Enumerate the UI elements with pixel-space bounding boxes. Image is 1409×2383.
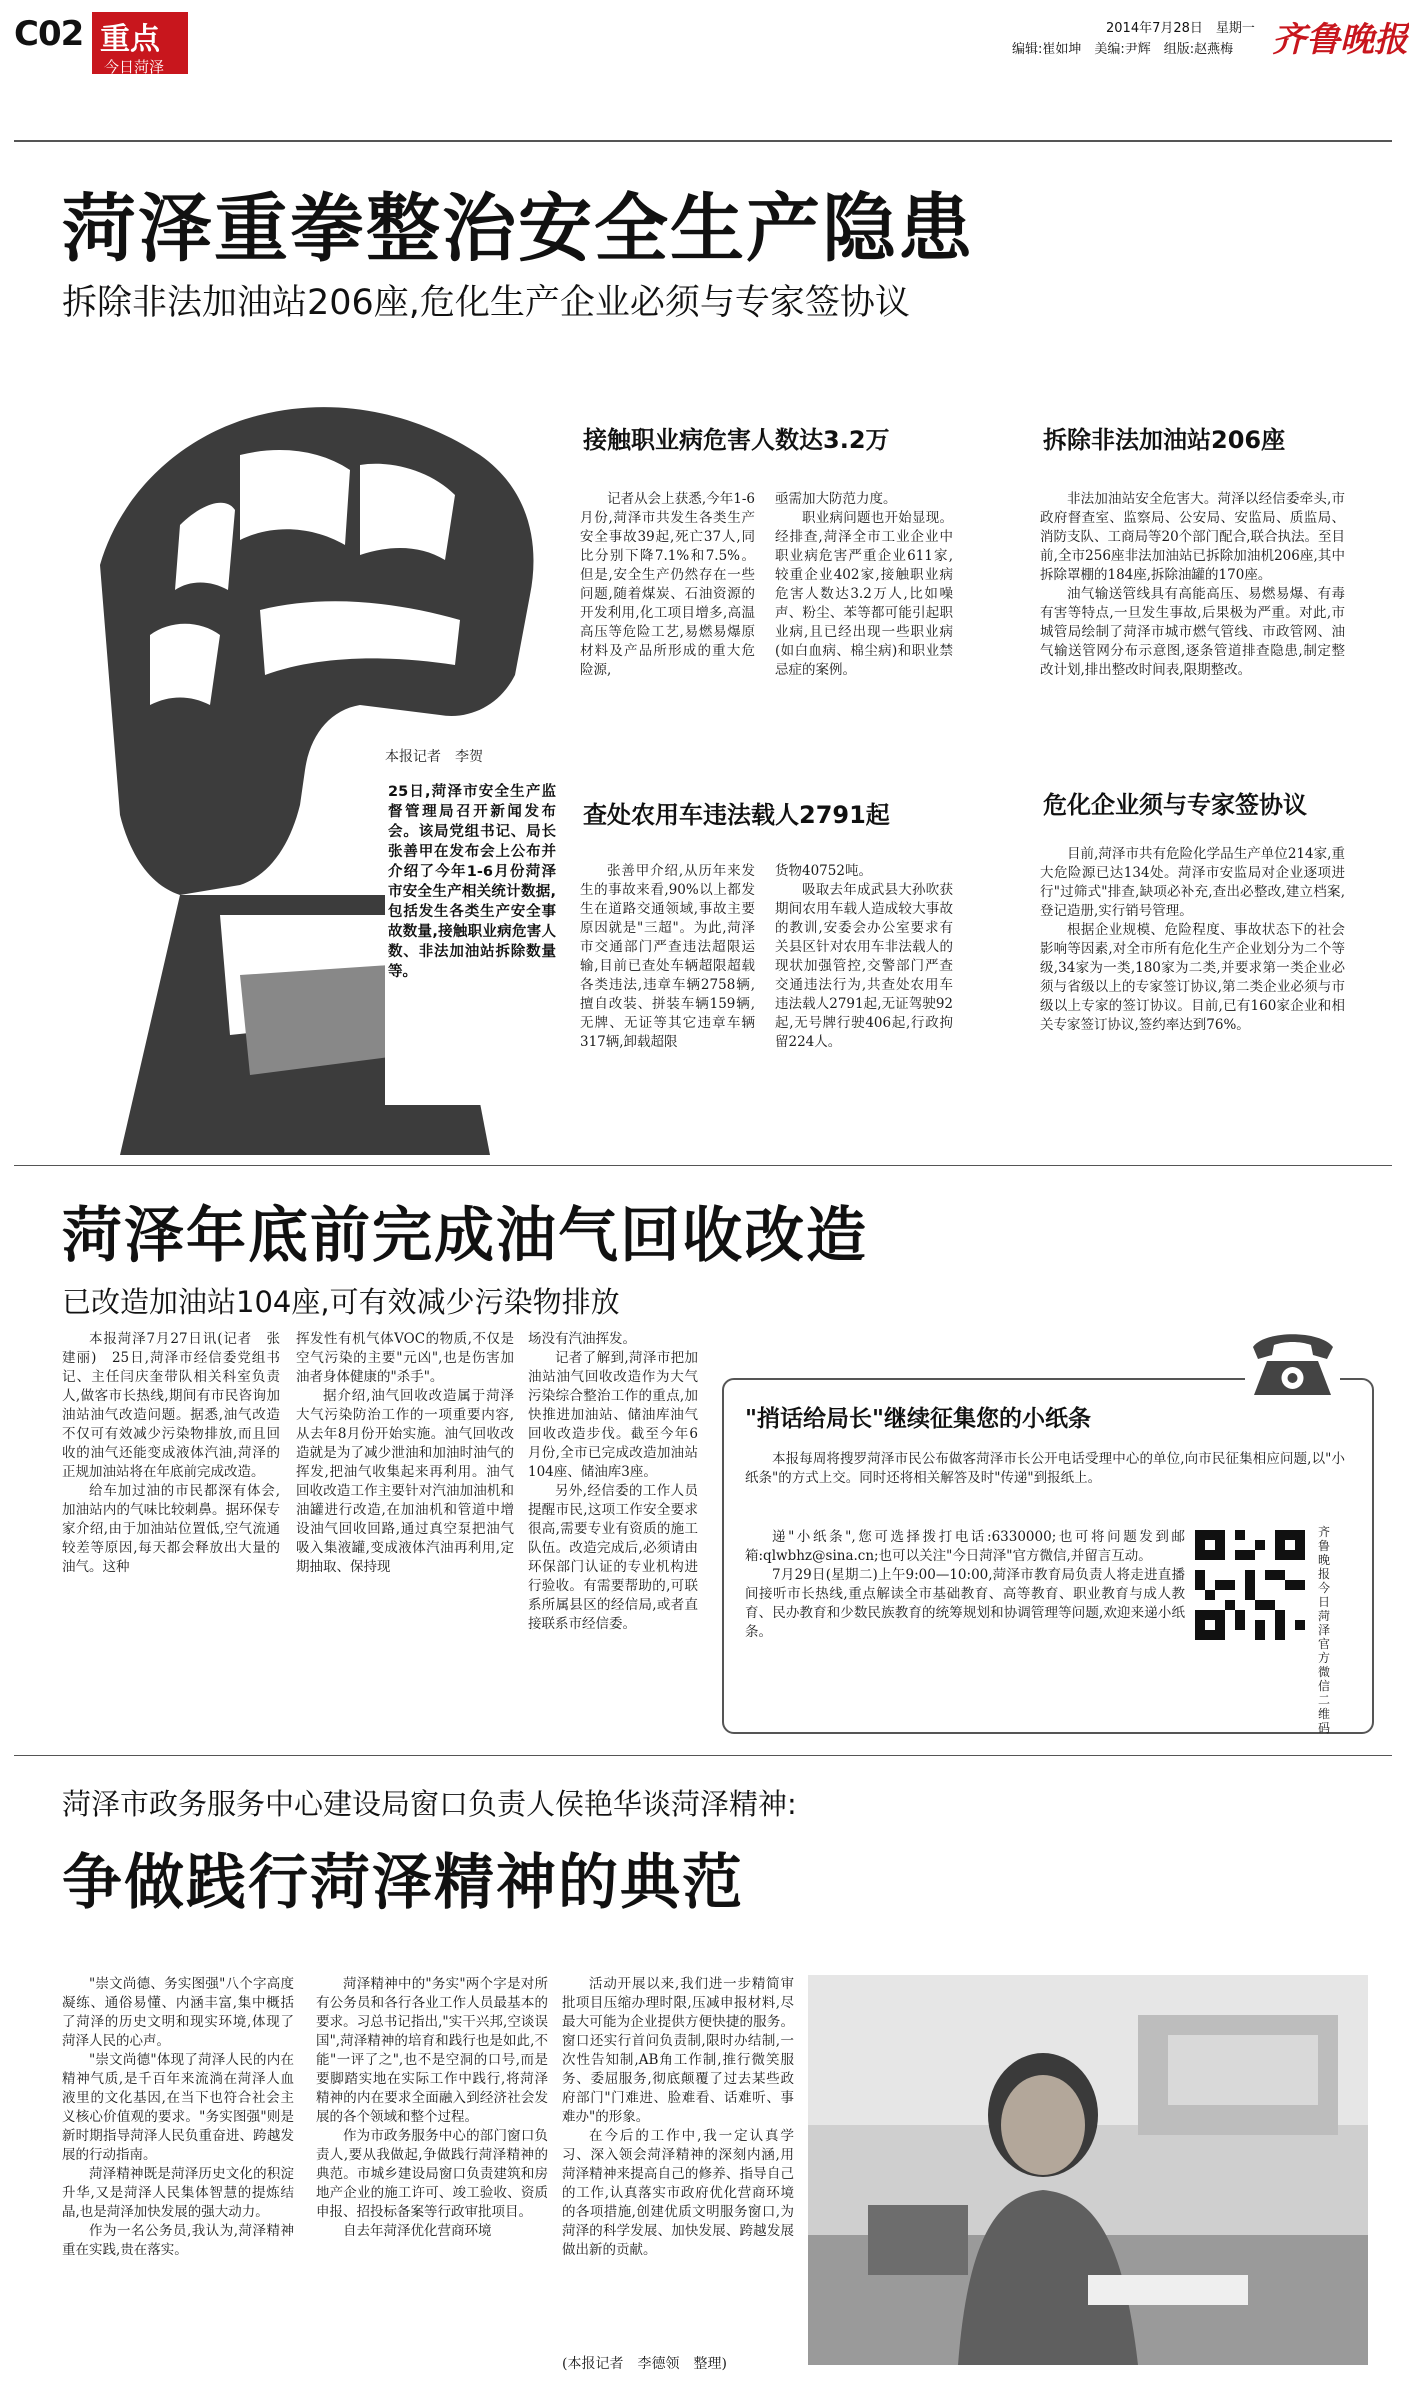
qr-code bbox=[1195, 1530, 1305, 1640]
story3-paragraph: 作为市政务服务中心的部门窗口负责人,要从我做起,争做践行菏泽精神的典范。市城乡建设局窗口负责建筑和房地产企业的施工许可、竣工验收、资质申报、招投标备案等行政审批项目。 bbox=[316, 2128, 548, 2220]
story3-paragraph: 菏泽精神既是菏泽历史文化的积淀升华,又是菏泽人民集体智慧的提炼结晶,也是菏泽加快发展的强大动力。 bbox=[62, 2166, 294, 2220]
header-rule bbox=[14, 140, 1392, 142]
story1-byline: 本报记者 李贺 bbox=[385, 749, 483, 765]
story3-paragraph: 在今后的工作中,我一定认真学习、深入领会菏泽精神的深刻内涵,用菏泽精神来提高自己的修养、指导自己的工作,认真落实市政府优化营商环境的各项措施,创建优质文明服务窗口,为菏泽的科学发展、加快发展、跨越发展做出新的贡献。 bbox=[562, 2128, 794, 2258]
subsection-title: 今日菏泽 bbox=[104, 58, 165, 76]
story1-subheadline: 拆除非法加油站206座,危化生产企业必须与专家签协议 bbox=[62, 283, 910, 323]
sec1-col1: 记者从会上获悉,今年1-6月份,菏泽市共发生各类生产安全事故39起,死亡37人,同比分别下降7.1%和7.5%。但是,安全生产仍然存在一些问题,随着煤炭、石油资源的开发利用,化工项目增多,高温高压等危险工艺,易燃易爆原材料及产品所形成的重大危险源, bbox=[580, 491, 755, 678]
story3-paragraph: 作为一名公务员,我认为,菏泽精神重在实践,贵在落实。 bbox=[62, 2223, 294, 2258]
story3-col2 bbox=[316, 1975, 548, 2241]
qr-caption: 齐鲁晚报今日菏泽官方微信二维码 bbox=[1318, 1525, 1331, 1735]
story1-lead: 25日,菏泽市安全生产监督管理局召开新闻发布会。该局党组书记、局长张善甲在发布会上公布并介绍了今年1-6月份菏泽市安全生产相关统计数据,包括发生各类生产安全事故数量,接触职业病危害人数、非法加油站拆除数量等。 bbox=[388, 784, 556, 980]
sec2-title: 拆除非法加油站206座 bbox=[1043, 426, 1286, 454]
story2-col3: 场没有汽油挥发。 记者了解到,菏泽市把加油站油气回收改造作为大气污染综合整治工作的重点,加快推进加油站、储油库油气回收改造步伐。截至今年6月份,全市已完成改造加油站104座、储油库3座。 另外,经信委的工作人员提醒市民,这项工作安全要求很高,需要专业有资质的施工队伍。改造完成后,必须请由环保部门认证的专业机构进行验收。有需要帮助的,可联系所属县区的经信局,或者直接联系市经信委。 bbox=[528, 1331, 698, 1632]
story2-subheadline: 已改造加油站104座,可有效减少污染物排放 bbox=[62, 1285, 620, 1319]
issue-date: 2014年7月28日 星期一 bbox=[1106, 21, 1255, 36]
sec3-col1: 张善甲介绍,从历年来发生的事故来看,90%以上都发生在道路交通领域,事故主要原因就是"三超"。为此,菏泽市交通部门严查违法超限运输,目前已查处车辆超限超载各类违法,违章车辆2758辆,擅自改装、拼装车辆159辆,无牌、无证等其它违章车辆317辆,卸载超限 bbox=[580, 863, 755, 1050]
story3-paragraph: "崇文尚德、务实图强"八个字高度凝练、通俗易懂、内涵丰富,集中概括了菏泽的历史文明和现实环境,体现了菏泽人民的心声。 bbox=[62, 1976, 294, 2049]
story3-paragraph: 活动开展以来,我们进一步精简审批项目压缩办理时限,压减申报材料,尽最大可能为企业提供方便快捷的服务。窗口还实行首问负责制,限时办结制,一次性告知制,AB角工作制,推行微笑服务、委屈服务,彻底颠覆了过去某些政府部门"门难进、脸难看、话难听、事难办"的形象。 bbox=[562, 1976, 794, 2125]
notice-body: 本报每周将搜罗菏泽市民公布做客菏泽市长公开电话受理中心的单位,向市民征集相应问题,以"小纸条"的方式上交。同时还将相关解答及时"传递"到报纸上。 bbox=[745, 1451, 1345, 1486]
sec2-body: 非法加油站安全危害大。菏泽以经信委牵头,市政府督查室、监察局、公安局、安监局、质监局、消防支队、工商局等20个部门配合,联合执法。至目前,全市256座非法加油站已拆除加油机206座,其中拆除罩棚的184座,拆除油罐的170座。 油气输送管线具有高能高压、易燃易爆、有毒有害等特点,一旦发生事故,后果极为严重。对此,市城管局绘制了菏泽市城市燃气管线、市政管网、油气输送管网分布示意图,逐条管道排查隐患,制定整改计划,排出整改时间表,限期整改。 bbox=[1040, 491, 1345, 678]
story3-byline: (本报记者 李德领 整理) bbox=[562, 2356, 727, 2372]
interview-photo bbox=[808, 1975, 1368, 2365]
story2-col2: 挥发性有机气体VOC的物质,不仅是空气污染的主要"元凶",也是伤害加油者身体健康的"杀手"。 据介绍,油气回收改造属于菏泽大气污染防治工作的一项重要内容,从去年8月份开始实施。油气回收改造就是为了减少泄油和加油时油气的挥发,把油气收集起来再利用。油气回收改造工作主要针对汽油加油机和油罐进行改造,在加油机和管道中增设油气回收回路,通过真空泵把油气吸入集液罐,变成液体汽油再利用,定期抽取、保持现 bbox=[296, 1331, 514, 1575]
story2-bottom-rule bbox=[14, 1755, 1392, 1756]
story3-paragraph: 菏泽精神中的"务实"两个字是对所有公务员和各行各业工作人员最基本的要求。习总书记指出,"实干兴邦,空谈误国",菏泽精神的培育和践行也是如此,不能"一评了之",也不是空洞的口号,而是要脚踏实地在实际工作中践行,将菏泽精神的内在要求全面融入到经济社会发展的各个领域和整个过程。 bbox=[316, 1976, 548, 2125]
story2-col1: 本报菏泽7月27日讯(记者 张建丽) 25日,菏泽市经信委党组书记、主任闫庆奎带队相关科室负责人,做客市长热线,期间有市民咨询加油站油气改造问题。据悉,油气改造不仅可有效减少污染物排放,而且回收的油气还能变成液体汽油,菏泽的正规加油站将在年底前完成改造。 给车加过油的市民都深有体会,加油站内的气味比较刺鼻。据环保专家介绍,由于加油站位置低,空气流通较差等原因,每天都会释放出大量的油气。这种 bbox=[62, 1331, 280, 1575]
story2-headline: 菏泽年底前完成油气回收改造 bbox=[62, 1201, 868, 1271]
story3-paragraph: "崇文尚德"体现了菏泽人民的内在精神气质,是千百年来流淌在菏泽人血液里的文化基因,在当下也符合社会主义核心价值观的要求。"务实图强"则是新时期指导菏泽人民负重奋进、跨越发展的行动指南。 bbox=[62, 2052, 294, 2163]
story3-paragraph: 自去年菏泽优化营商环境 bbox=[343, 2223, 492, 2239]
story3-col1 bbox=[62, 1975, 294, 2260]
story1-headline: 菏泽重拳整治安全生产隐患 bbox=[62, 186, 974, 272]
notice-title: "捎话给局长"继续征集您的小纸条 bbox=[745, 1406, 1091, 1432]
story1-bottom-rule bbox=[14, 1165, 1392, 1166]
sec4-body: 目前,菏泽市共有危险化学品生产单位214家,重大危险源已达134处。菏泽市安监局对企业逐项进行"过筛式"排查,缺项必补充,查出必整改,建立档案,登记造册,实行销号管理。 根据企业规模、危险程度、事故状态下的社会影响等因素,对全市所有危化生产企业划分为二个等级,34家为一类,180家为二类,并要求第一类企业必须与省级以上的专家签订协议,第二类企业必须与市级以上专家的签订协议。目前,已有160家企业和相关专家签订协议,签约率达到76%。 bbox=[1040, 846, 1345, 1033]
sec4-title: 危化企业须与专家签协议 bbox=[1043, 791, 1307, 819]
story3-kicker: 菏泽市政务服务中心建设局窗口负责人侯艳华谈菏泽精神: bbox=[62, 1787, 797, 1821]
story3-col3 bbox=[562, 1975, 794, 2260]
page-code: C02 bbox=[14, 14, 84, 54]
staff-credits: 编辑:崔如坤 美编:尹辉 组版:赵燕梅 bbox=[1012, 42, 1234, 57]
telephone-icon bbox=[1245, 1325, 1340, 1403]
section-title: 重点 bbox=[100, 22, 160, 57]
story3-headline: 争做践行菏泽精神的典范 bbox=[62, 1848, 744, 1918]
sec1-col2: 亟需加大防范力度。 职业病问题也开始显现。经排查,菏泽全市工业企业中职业病危害严重企业611家,较重企业402家,接触职业病危害人数达3.2万人,比如噪声、粉尘、苯等都可能引起职业病,且已经出现一些职业病(如白血病、棉尘病)和职业禁忌症的案例。 bbox=[775, 491, 953, 678]
sec3-col2: 货物40752吨。 吸取去年成武县大孙吹获期间农用车载人造成较大事故的教训,安委会办公室要求有关县区针对农用车非法载人的现状加强管控,交警部门严查交通违法行为,共查处农用车违法载人2791起,无证驾驶92起,无号牌行驶406起,行政拘留224人。 bbox=[775, 863, 953, 1050]
notice-body-2: 递"小纸条",您可选择拨打电话:6330000;也可将问题发到邮箱:qlwbhz@sina.cn;也可以关注"今日菏泽"官方微信,并留言互动。 7月29日(星期二)上午9:00—10:00,菏泽市教育局负责人将走进直播间接听市长热线,重点解读全市基础教育、高等教育、职业教育与成人教育、民办教育和少数民族教育的统筹规划和协调管理等问题,欢迎来递小纸条。 bbox=[745, 1529, 1185, 1640]
sec1-title: 接触职业病危害人数达3.2万 bbox=[583, 426, 890, 454]
sec3-title: 查处农用车违法载人2791起 bbox=[583, 801, 890, 829]
masthead-logo: 齐鲁晚报 bbox=[1272, 20, 1408, 60]
